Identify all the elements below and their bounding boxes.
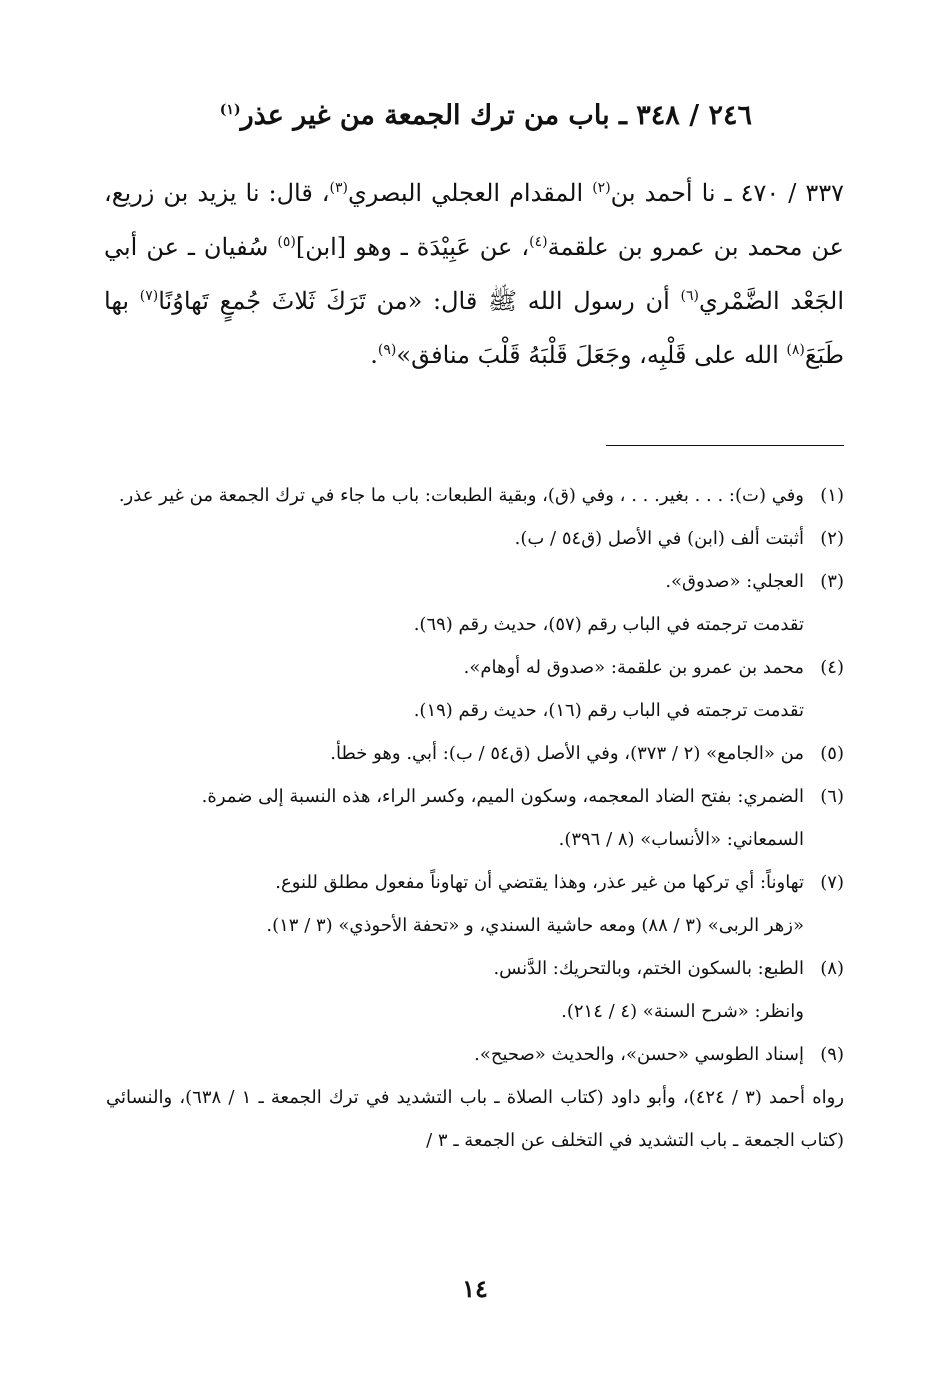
footnote-text: تهاوناً: أي تركها من غير عذر، وهذا يقتضي أن تهاوناً مفعول مطلق للنوع. [275, 872, 804, 893]
footnote-ref-2: (٢) [592, 180, 611, 196]
footnote-ref-9: (٩) [377, 342, 397, 358]
hadith-segment: . [370, 341, 378, 369]
footnote-number: (١) [820, 485, 844, 506]
footnote-1 [106, 474, 844, 517]
footnote-number: (٨) [820, 958, 844, 979]
footnote-number: (٤) [820, 657, 844, 678]
footnote-5 [106, 732, 844, 775]
hadith-segment: بها طَبَعَ [104, 287, 844, 369]
footnote-separator [606, 445, 844, 446]
hadith-segment: الله على قَلْبِه، وجَعَلَ قَلْبَهُ قَلْبَ منافق» [396, 341, 787, 369]
footnote-continuation: تقدمت ترجمته في الباب رقم (١٦)، حديث رقم (١٩). [413, 700, 804, 721]
footnote-continuation: «زهر الربى» (٣ / ٨٨) ومعه حاشية السندي، و «تحفة الأحوذي» (٣ / ١٣). [266, 915, 804, 936]
footnote-continuation: وانظر: «شرح السنة» (٤ / ٢١٤). [561, 1001, 804, 1022]
footnote-number: (٧) [820, 872, 844, 893]
footnote-text: من «الجامع» (٢ / ٣٧٣)، وفي الأصل (ق٥٤ / ب): أبي. وهو خطأ. [330, 743, 804, 764]
page-number: ١٤ [462, 1274, 488, 1303]
footnote-ref-4: (٤) [529, 234, 548, 250]
footnote-number: (٥) [820, 743, 844, 764]
hadith-segment: ، عن عَبِيْدَة ـ وهو [ابن] [295, 233, 530, 261]
footnote-2 [106, 517, 844, 560]
footnote-ref-5: (٥) [277, 234, 296, 250]
footnote-4 [106, 646, 844, 689]
footnote-text: إسناد الطوسي «حسن»، والحديث «صحيح». [474, 1044, 804, 1065]
footnote-ref-3: (٣) [329, 180, 349, 196]
hadith-segment: ، قال: نا يزيد بن زريع، عن محمد بن عمرو بن علقمة [104, 179, 844, 261]
footnote-text: الطبع: بالسكون الختم، وبالتحريك: الدَّنس. [493, 958, 804, 979]
footnote-number: (٩) [820, 1044, 844, 1065]
footnote-number: (٢) [820, 528, 844, 549]
hadith-segment: ٣٣٧ / ٤٧٠ ـ نا أحمد بن [610, 179, 845, 207]
footnote-text: الضمري: بفتح الضاد المعجمه، وسكون الميم، وكسر الراء، هذه النسبة إلى ضمرة. [201, 786, 804, 807]
footnote-text: أثبتت ألف (ابن) في الأصل (ق٥٤ / ب). [514, 528, 804, 549]
chapter-title-text: ٢٤٦ / ٣٤٨ ـ باب من ترك الجمعة من غير عذر [240, 100, 752, 131]
footnote-ref-7: (٧) [139, 288, 159, 304]
footnote-text: العجلي: «صدوق». [665, 571, 804, 592]
footnote-7 [106, 861, 844, 904]
footnote-9 [106, 1033, 844, 1076]
footnote-number: (٣) [820, 571, 844, 592]
footnote-text: وفي (ت): . . . بغير. . . ، وفي (ق)، وبقية الطبعات: باب ما جاء في ترك الجمعة من غير عذر. [118, 485, 804, 506]
footnote-continuation: رواه أحمد (٣ / ٤٢٤)، وأبو داود (كتاب الصلاة ـ باب التشديد في ترك الجمعة ـ ١ / ٦٣٨)، والنسائي (كتاب الجمعة ـ باب التشديد في التخلف عن الجمعة ـ ٣ / [106, 1087, 845, 1151]
footnote-ref-8: (٨) [786, 342, 805, 358]
hadith-paragraph [104, 166, 844, 382]
footnotes [106, 474, 844, 1162]
hadith-segment: أن رسول الله ﷺ قال: «من تَرَكَ ثَلاثَ جُمعٍ تَهاوُنًا [158, 287, 681, 315]
footnote-continuation: تقدمت ترجمته في الباب رقم (٥٧)، حديث رقم (٦٩). [413, 614, 804, 635]
footnote-number: (٦) [820, 786, 844, 807]
footnote-3 [106, 560, 844, 603]
footnote-text: محمد بن عمرو بن علقمة: «صدوق له أوهام». [463, 657, 804, 678]
footnote-8 [106, 947, 844, 990]
footnote-ref-6: (٦) [680, 288, 699, 304]
hadith-segment: سُفيان ـ عن أبي الجَعْد الضَّمْري [104, 233, 844, 315]
footnote-6 [106, 775, 844, 818]
chapter-title [192, 96, 752, 136]
hadith-segment: المقدام العجلي البصري [348, 179, 593, 207]
footnote-continuation: السمعاني: «الأنساب» (٨ / ٣٩٦). [558, 829, 804, 850]
hadith-text [104, 166, 844, 382]
footnote-ref-1: (١) [219, 102, 241, 118]
